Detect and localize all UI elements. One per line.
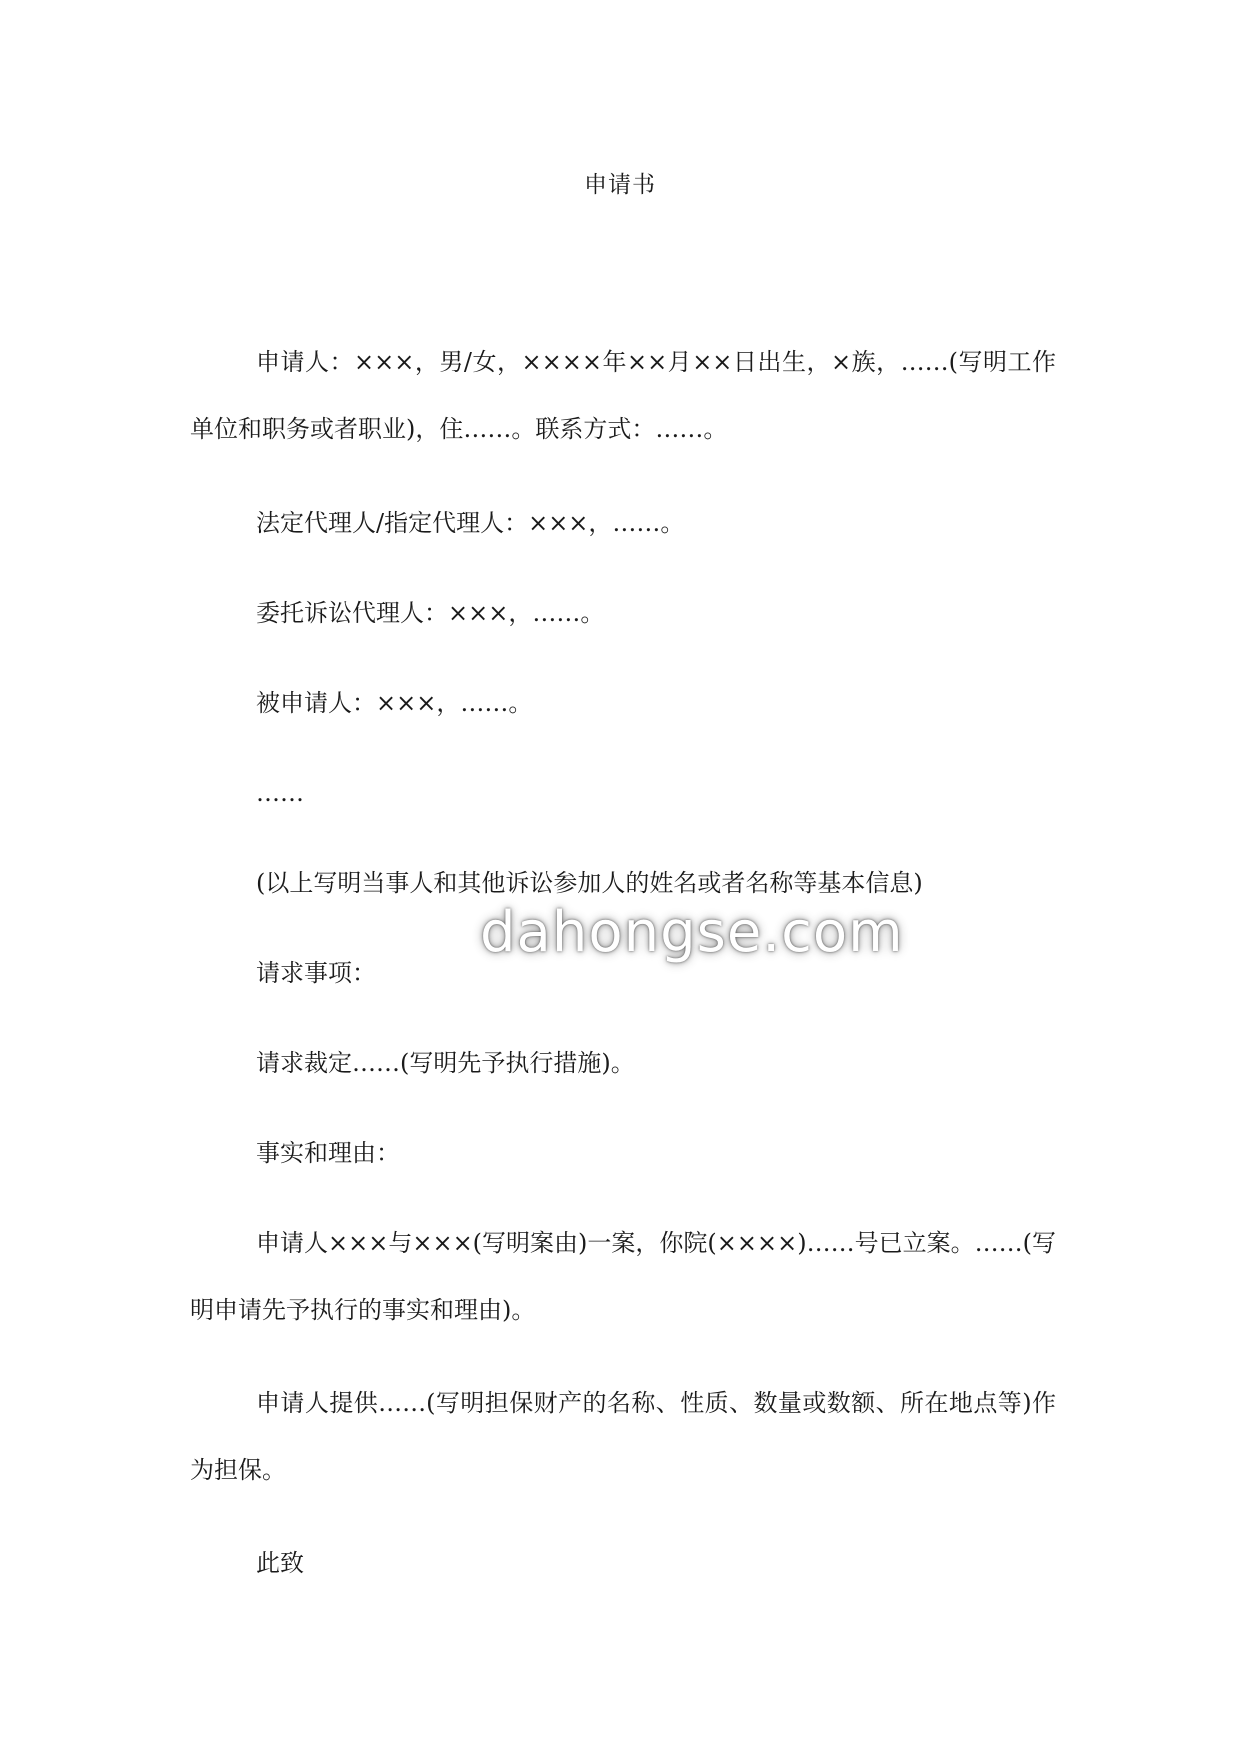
- paragraph-legal-agent: 法定代理人/指定代理人：×××，……。: [256, 509, 685, 537]
- paragraph-applicant: 申请人：×××，男/女，××××年××月××日出生，×族，……(写明工作单位和职务或者职业)，住……。联系方式：……。: [190, 348, 1056, 443]
- paragraph-litigation-agent: 委托诉讼代理人：×××，……。: [256, 599, 605, 627]
- paragraph-ellipsis: ……: [256, 779, 304, 807]
- site-watermark: dahongse.com: [480, 900, 904, 965]
- heading-claims: 请求事项：: [256, 959, 376, 987]
- document-title: 申请书: [584, 172, 656, 198]
- paragraph-claim: 请求裁定……(写明先予执行措施)。: [256, 1049, 635, 1077]
- paragraph-facts: 申请人×××与×××(写明案由)一案，你院(××××)……号已立案。……(写明申请先予执行的事实和理由)。: [190, 1229, 1056, 1324]
- paragraph-closing: 此致: [256, 1549, 304, 1577]
- paragraph-party-note: (以上写明当事人和其他诉讼参加人的姓名或者名称等基本信息): [256, 869, 923, 897]
- heading-facts-reasons: 事实和理由：: [256, 1139, 400, 1167]
- paragraph-respondent: 被申请人：×××，……。: [256, 689, 533, 717]
- paragraph-guarantee: 申请人提供……(写明担保财产的名称、性质、数量或数额、所在地点等)作为担保。: [190, 1389, 1056, 1484]
